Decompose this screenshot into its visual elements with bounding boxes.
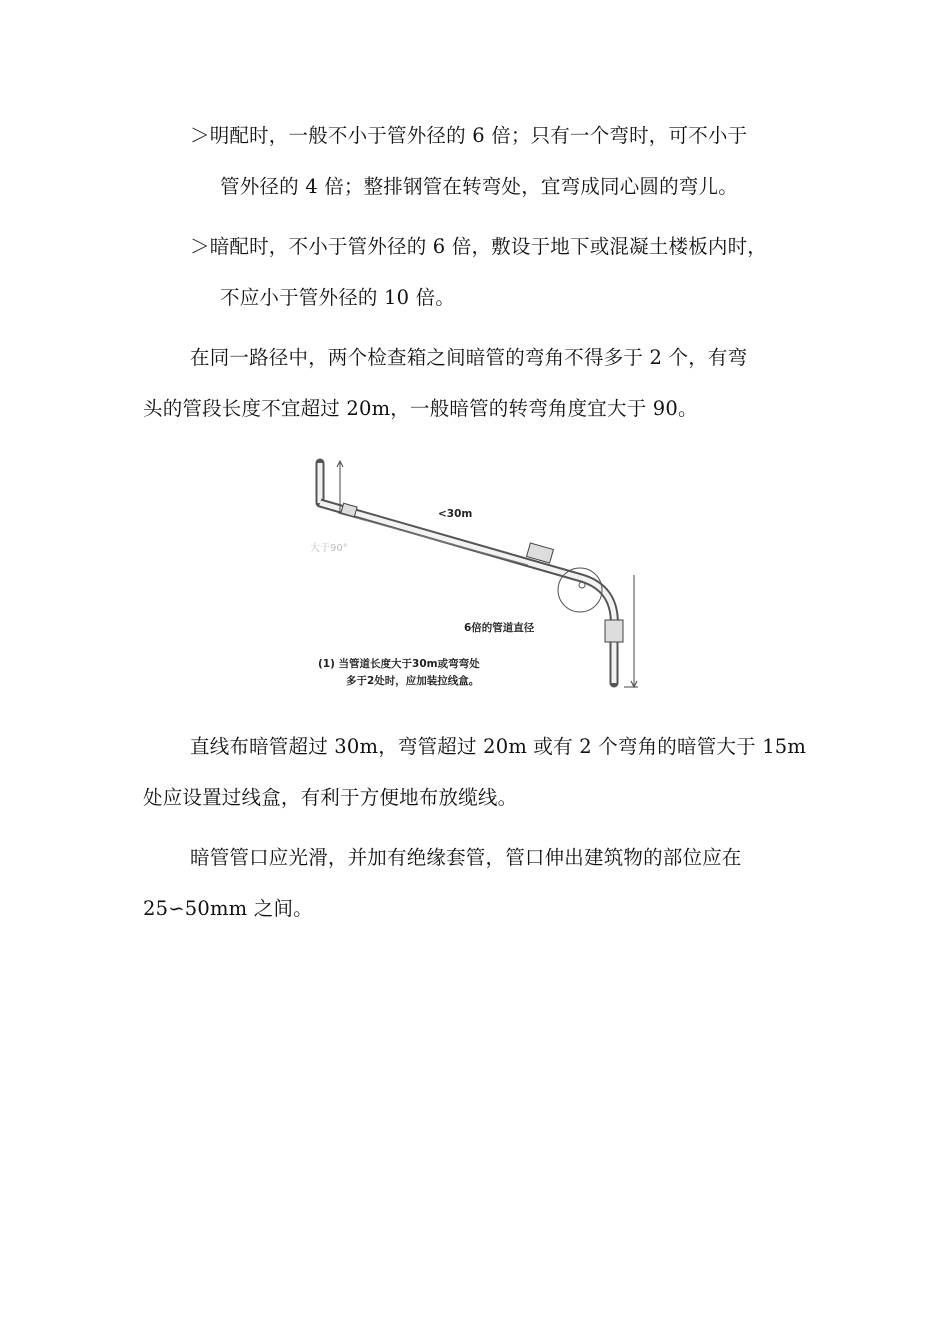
paragraph1-line1: 在同一路径中，两个检查箱之间暗管的弯角不得多于 2 个，有弯 (190, 346, 748, 369)
paragraph3-line2: 25∽50mm 之间。 (143, 897, 313, 920)
bullet2-line1: ＞暗配时，不小于管外径的 6 倍，敷设于地下或混凝土楼板内时， (190, 235, 768, 258)
paragraph3-line1: 暗管管口应光滑，并加有绝缘套管，管口伸出建筑物的部位应在 (190, 846, 742, 869)
note-line2: 多于2处时，应加装拉线盒。 (346, 675, 480, 687)
note-line1: (1) 当管道长度大于30m或弯弯处 (318, 658, 480, 670)
bullet1-line1: ＞明配时，一般不小于管外径的 6 倍；只有一个弯时，可不小于 (190, 124, 748, 147)
length-label: <30m (438, 508, 473, 520)
paragraph1-line2: 头的管段长度不宜超过 20m，一般暗管的转弯角度宜大于 90。 (143, 397, 698, 420)
conduit-bend-diagram (308, 455, 644, 717)
bullet1-line2: 管外径的 4 倍；整排钢管在转弯处，宜弯成同心圆的弯儿。 (220, 175, 738, 198)
angle-label: 大于90° (310, 543, 348, 554)
paragraph2-line1: 直线布暗管超过 30m，弯管超过 20m 或有 2 个弯角的暗管大于 15m (190, 735, 807, 758)
bullet2-line2: 不应小于管外径的 10 倍。 (220, 286, 456, 309)
radius-label: 6倍的管道直径 (464, 622, 535, 634)
pipe-coupling (605, 620, 623, 642)
paragraph2-line2: 处应设置过线盒，有利于方便地布放缆线。 (143, 786, 518, 809)
